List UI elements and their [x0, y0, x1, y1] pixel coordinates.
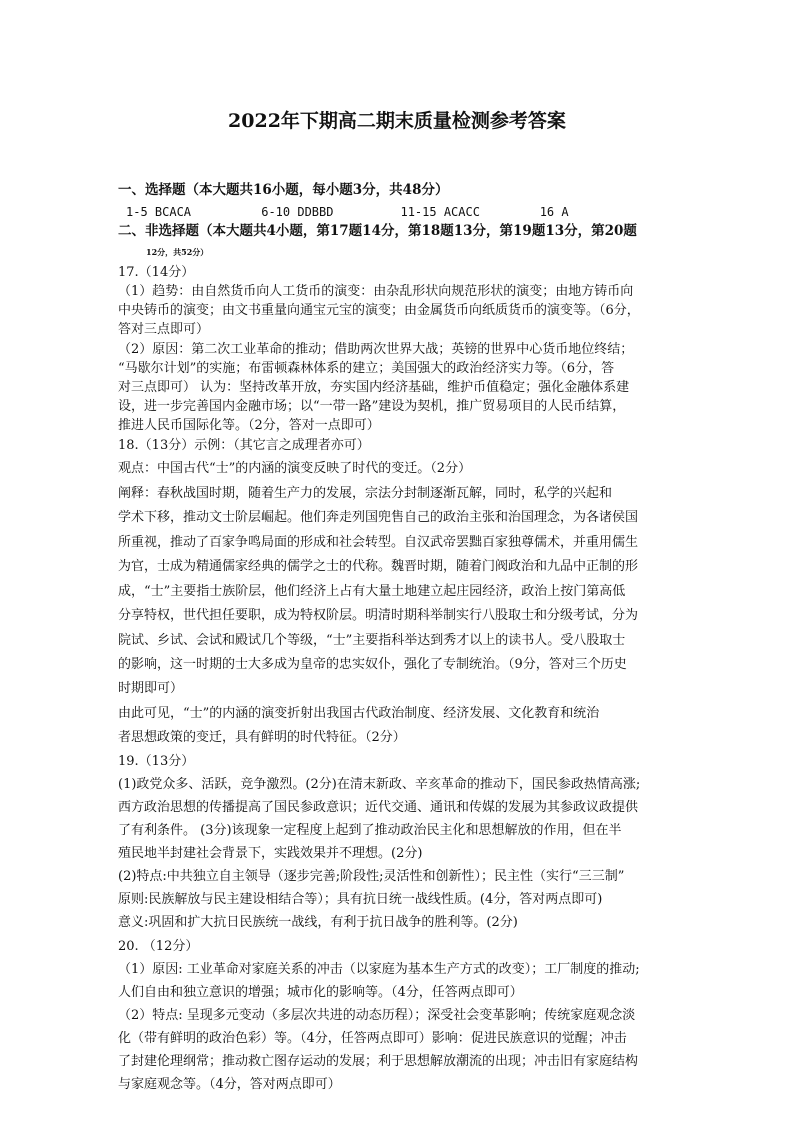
text-line: 了有利条件。 (3分)该现象一定程度上起到了推动政治民主化和思想解放的作用，但在半 — [118, 823, 622, 838]
choice-answers-row — [126, 202, 696, 222]
text-line: 了封建伦理纲常；推动救亡图存运动的发展；利于思想解放潮流的出现；冲击旧有家庭结构 — [118, 1054, 639, 1069]
text-line: 西方政治思想的传播提高了国民参政意识；近代交通、通讯和传媒的发展为其参政议政提供 — [118, 800, 639, 815]
text-line: 阐释：春秋战国时期，随着生产力的发展，宗法分封制逐渐瓦解，同时，私学的兴起和 — [118, 486, 613, 501]
text-line: 分享特权，世代担任要职，成为特权阶层。明清时期科举制实行八股取士和分级考试，分为 — [118, 608, 639, 623]
text-line: 者思想政策的变迁，具有鲜明的时代特征。（2分） — [118, 730, 406, 745]
text-line: 对三点即可） 认为：坚持改革开放，夯实国内经济基础，维护币值稳定；强化金融体系建 — [118, 380, 630, 395]
text-line: 学术下移，推动文士阶层崛起。他们奔走列国兜售自己的政治主张和治国理念，为各诸侯国 — [118, 510, 639, 525]
text-line: 由此可见，“士”的内涵的演变折射出我国古代政治制度、经济发展、文化教育和统治 — [118, 706, 600, 721]
text-line: 意义:巩固和扩大抗日民族统一战线，有利于抗日战争的胜利等。(2分) — [118, 915, 518, 930]
text-line: 院试、乡试、会试和殿试几个等级，“士”主要指科举达到秀才以上的读书人。受八股取士 — [118, 633, 626, 648]
text-line: 原则:民族解放与民主建设相结合等）；具有抗日统一战线性质。(4分，答对两点即可) — [118, 892, 603, 907]
text-line: 答对三点即可） — [118, 322, 210, 337]
text-line: 人们自由和独立意识的增强；城市化的影响等。（4分，任答两点即可） — [118, 985, 523, 1000]
answer-16: 16 A — [539, 205, 569, 219]
section-2-heading-line-1: 二、非选择题（本大题共4小题，第17题14分，第18题13分，第19题13分，第20题 — [118, 223, 637, 239]
text-line: 推进人民币国际化等。（2分，答对一点即可） — [118, 418, 380, 433]
section-2-heading-line-2: 12分，共52分） — [146, 247, 209, 257]
text-line: （1）原因: 工业革命对家庭关系的冲击（以家庭为基本生产方式的改变）；工厂制度的推动; — [118, 962, 640, 977]
text-line: 中央铸币的演变；由文书重量向通宝元宝的演变；由金属货币向纸质货币的演变等。（6分， — [118, 303, 640, 318]
section-1-heading: 一、选择题（本大题共16小题，每小题3分，共48分） — [118, 182, 449, 198]
text-line: 为官，士成为精通儒家经典的儒学之士的代称。魏晋时期，随着门阀政治和九品中正制的形 — [118, 559, 639, 574]
text-line: 化（带有鲜明的政治色彩）等。（4分，任答两点即可）影响：促进民族意识的觉醒；冲击 — [118, 1031, 627, 1046]
text-line: （1）趋势：由自然货币向人工货币的演变：由杂乱形状向规范形状的演变；由地方铸币向 — [118, 284, 634, 299]
text-line: 设，进一步完善国内金融市场；以“一带一路”建设为契机，推广贸易项目的人民币结算， — [118, 399, 626, 414]
text-line: 与家庭观念等。（4分，答对两点即可） — [118, 1077, 341, 1092]
q19-header: 19.（13分） — [118, 754, 195, 769]
page-title: 2022年下期高二期末质量检测参考答案 — [228, 110, 566, 132]
text-line: 所重视，推动了百家争鸣局面的形成和社会转型。自汉武帝罢黜百家独尊儒术，并重用儒生 — [118, 535, 639, 550]
text-line: 观点：中国古代“士”的内涵的演变反映了时代的变迁。（2分） — [118, 461, 472, 476]
text-line: （2）特点: 呈现多元变动（多层次共进的动态历程）；深受社会变革影响；传统家庭观念淡 — [118, 1008, 636, 1023]
answers-11-15: 11-15 ACACC — [400, 205, 480, 219]
q20-header: 20. （12分） — [118, 939, 199, 954]
answers-6-10: 6-10 DDBBD — [261, 205, 334, 219]
q18-header: 18.（13分）示例：（其它言之成理者亦可） — [118, 438, 370, 453]
text-line: (1)政党众多、活跃，竞争激烈。(2分)在清末新政、辛亥革命的推动下，国民参政热情高涨; — [118, 777, 641, 792]
text-line: (2)特点:中共独立自主领导（逐步完善;阶段性;灵活性和创新性）；民主性（实行“三三制” — [118, 869, 625, 884]
text-line: 时期即可） — [118, 681, 184, 696]
q17-header: 17.（14分） — [118, 265, 195, 280]
answers-1-5: 1-5 BCACA — [126, 205, 192, 219]
text-line: 殖民地半封建社会背景下，实践效果并不理想。(2分) — [118, 846, 423, 861]
text-line: “马歇尔计划”的实施；布雷顿森林体系的建立；美国强大的政治经济实力等。（6分，答 — [118, 361, 615, 376]
text-line: 的影响，这一时期的士大多成为皇帝的忠实奴仆，强化了专制统治。（9分，答对三个历史 — [118, 657, 627, 672]
text-line: （2）原因：第二次工业革命的推动；借助两次世界大战；英镑的世界中心货币地位终结； — [118, 342, 634, 357]
text-line: 成，“士”主要指士族阶层，他们经济上占有大量土地建立起庄园经济，政治上按门第高低 — [118, 584, 626, 599]
